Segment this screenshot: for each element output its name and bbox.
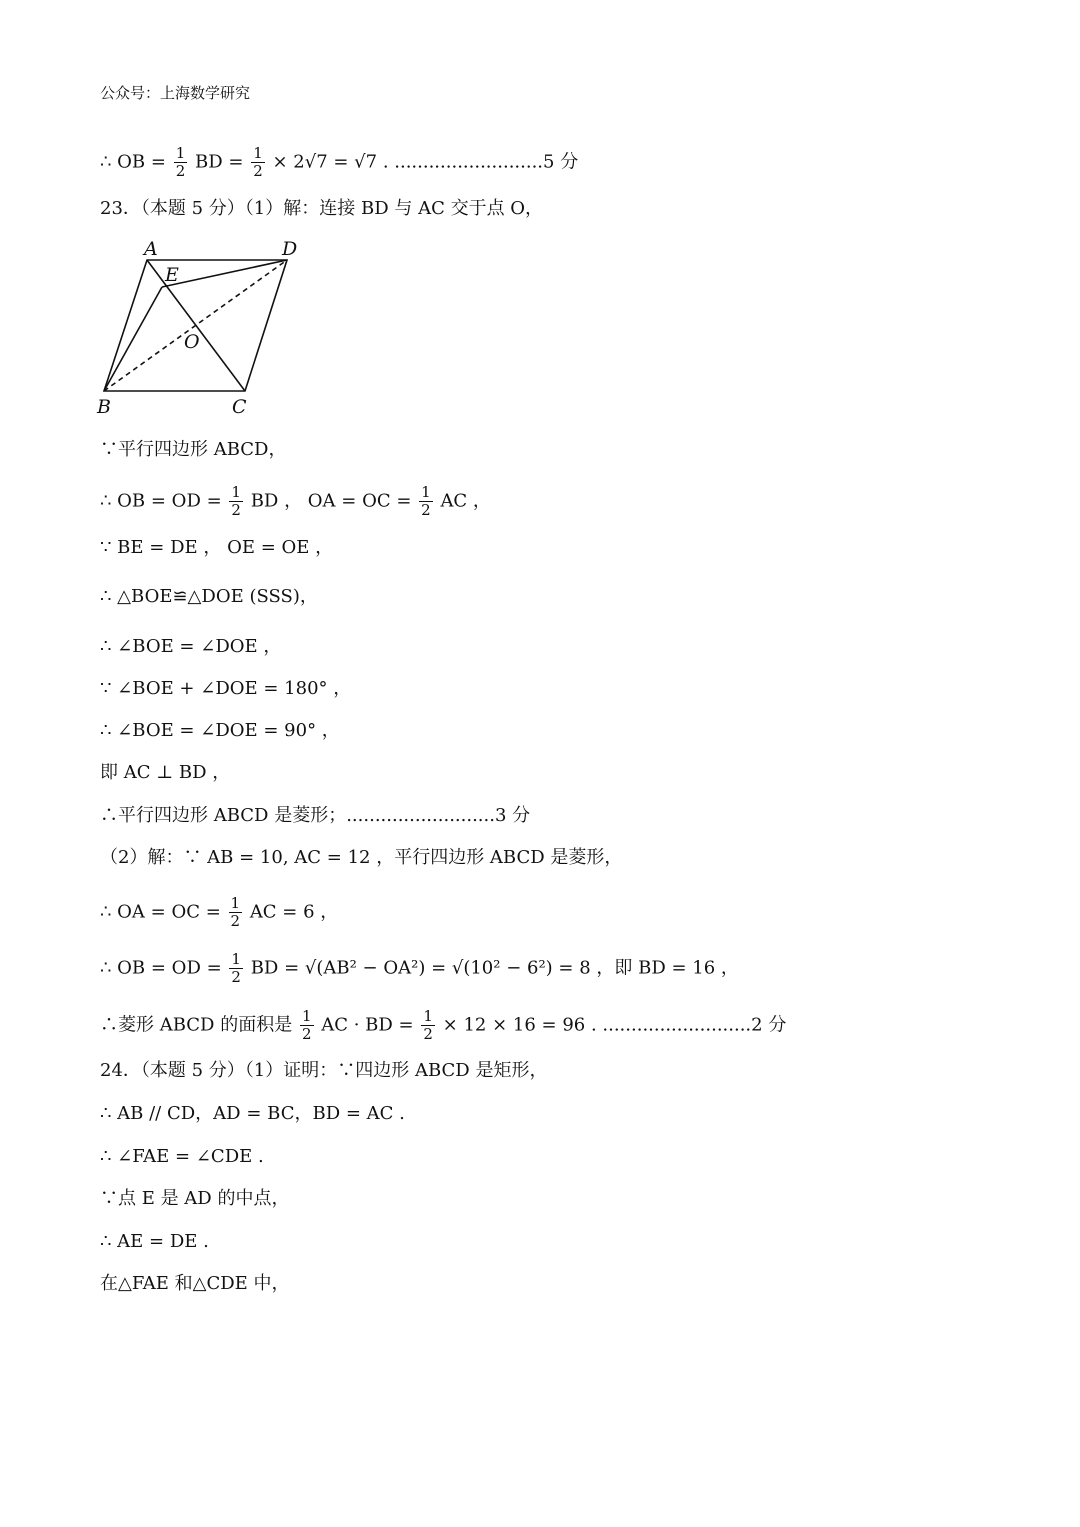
q23-s8: 即 AC ⊥ BD ， xyxy=(100,762,231,783)
q23-title: 23．（本题 5 分）（1）解：连接 BD 与 AC 交于点 O， xyxy=(100,198,544,219)
q23-s9: ∴平行四边形 ABCD 是菱形；..........................3 分 xyxy=(100,805,531,826)
q23-p2c: ∴菱形 ABCD 的面积是 $\frac{1}{2}$ AC · BD = $\frac{1}{2}$ × 12 × 16 = 96 . ..........................2 分 xyxy=(100,1007,787,1043)
q23-s6: ∵ ∠BOE + ∠DOE = 180° ， xyxy=(100,678,352,699)
q23-s7: ∴ ∠BOE = ∠DOE = 90° ， xyxy=(100,720,340,741)
q24-title: 24．（本题 5 分）（1）证明：∵四边形 ABCD 是矩形， xyxy=(100,1060,548,1081)
q24-s4: ∴ AE = DE . xyxy=(100,1231,209,1252)
q23-s5: ∴ ∠BOE = ∠DOE ， xyxy=(100,636,282,657)
fraction: $\frac{1}{2}$ xyxy=(230,894,241,930)
label-d: D xyxy=(282,238,298,260)
text-post: × 2√7 = √7 . ..........................5 分 xyxy=(272,151,579,173)
fraction: $\frac{1}{2}$ xyxy=(301,1007,312,1043)
q23-s4: ∴ △BOE≌△DOE (SSS)， xyxy=(100,586,318,607)
text-pre: ∴ OB = xyxy=(100,151,166,173)
label-b: B xyxy=(97,396,111,418)
q24-s2: ∴ ∠FAE = ∠CDE . xyxy=(100,1146,264,1167)
page-header: 公众号：上海数学研究 xyxy=(100,84,251,102)
label-a: A xyxy=(144,238,158,260)
label-o: O xyxy=(184,331,200,353)
line-ob xyxy=(100,145,578,180)
q23-p2b: ∴ OB = OD = $\frac{1}{2}$ BD = √(AB² − OA²) = √(10² − 6²) = 8 ，即 BD = 16 ， xyxy=(100,950,739,986)
fraction: $\frac{1}{2}$ xyxy=(175,144,186,180)
label-c: C xyxy=(232,396,247,418)
fraction: $\frac{1}{2}$ xyxy=(423,1007,433,1043)
q24-s5: 在△FAE 和△CDE 中， xyxy=(100,1273,290,1294)
q23-p2a: ∴ OA = OC = $\frac{1}{2}$ AC = 6 ， xyxy=(100,894,339,930)
fraction: $\frac{1}{2}$ xyxy=(231,950,241,986)
text-mid: BD = xyxy=(194,151,244,173)
q24-s1: ∴ AB // CD，AD = BC，BD = AC . xyxy=(100,1103,405,1124)
label-e: E xyxy=(165,264,179,286)
fraction: $\frac{1}{2}$ xyxy=(421,483,431,519)
parallelogram-figure xyxy=(92,235,312,424)
q23-s3: ∵ BE = DE ， OE = OE ， xyxy=(100,537,334,558)
q23-s2: ∴ OB = OD = $\frac{1}{2}$ BD ， OA = OC = $\frac{1}{2}$ AC ， xyxy=(100,483,491,519)
fraction: $\frac{1}{2}$ xyxy=(231,483,241,519)
q23-part2: （2）解：∵ AB = 10, AC = 12 ，平行四边形 ABCD 是菱形， xyxy=(100,847,623,868)
fraction: $\frac{1}{2}$ xyxy=(253,144,263,180)
q24-s3: ∵点 E 是 AD 的中点， xyxy=(100,1188,290,1209)
q23-s1: ∵平行四边形 ABCD， xyxy=(100,439,287,460)
